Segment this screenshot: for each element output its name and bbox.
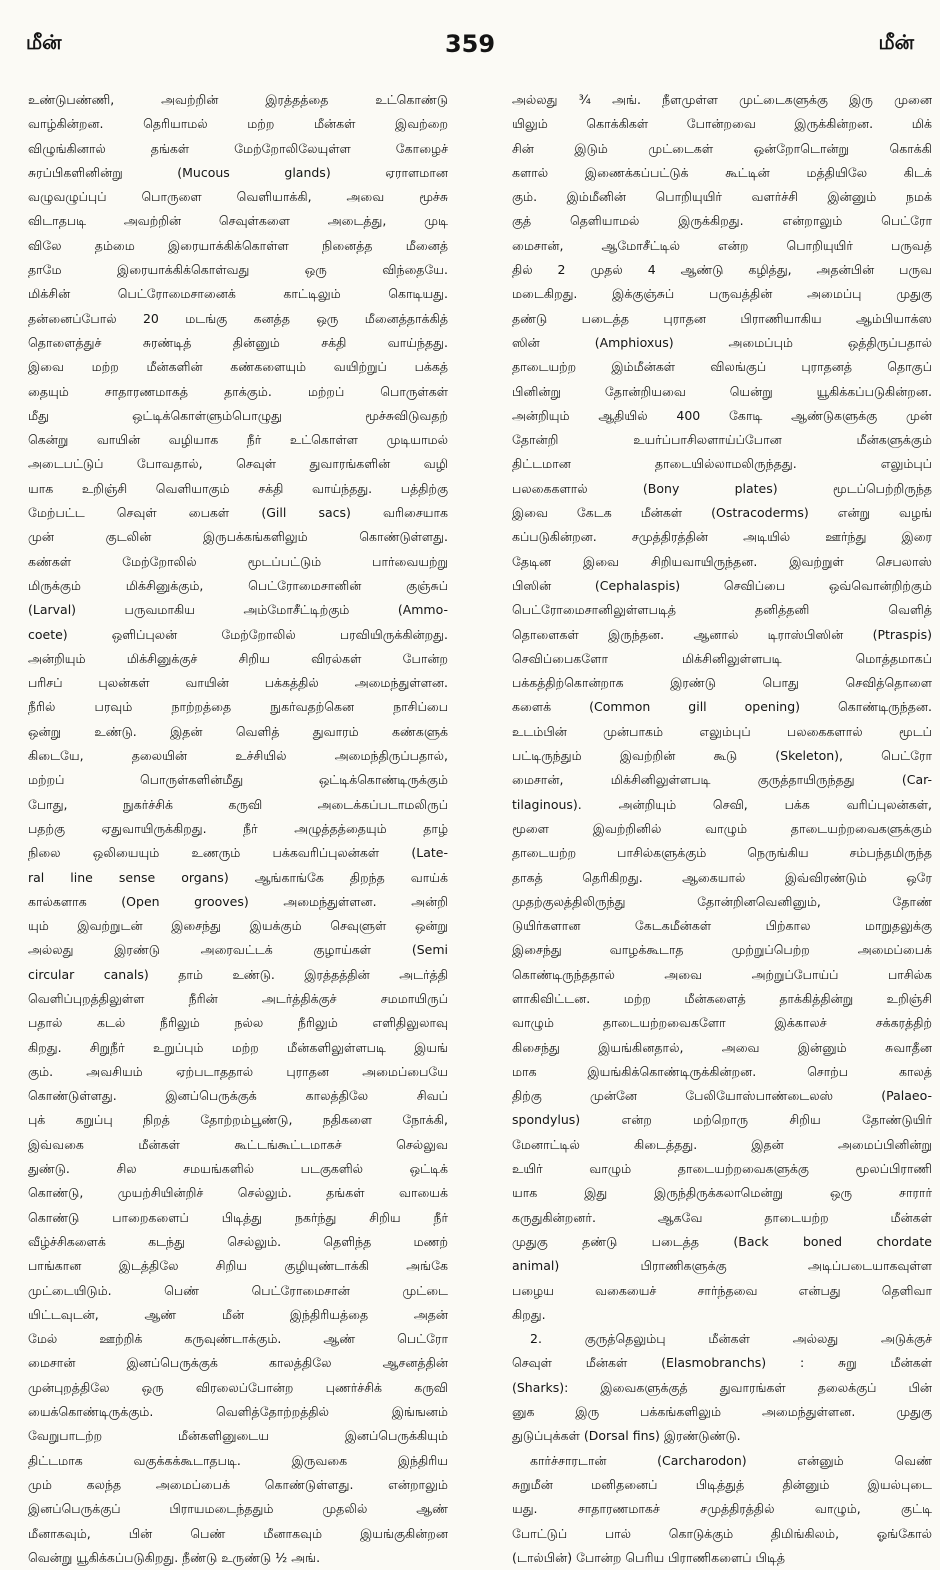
- left-column-line: மும் கலந்த அமைப்பைக் கொண்டுள்ளது. என்றாலும்: [28, 1476, 448, 1492]
- right-column-line: தில் 2 முதல் 4 ஆண்டு கழித்து, அதன்பின் பருவ: [512, 262, 932, 278]
- page-number: 359: [444, 30, 496, 58]
- right-column-line: களால் இணைக்கப்பட்டுக் கூட்டின் மத்தியிலே கிடக்: [512, 164, 932, 180]
- left-column-line: (Larval) பருவமாகிய அம்மோசீட்டிற்கும் (Ammo-: [28, 602, 448, 618]
- left-column-line: உண்டுபண்ணி, அவற்றின் இரத்தத்தை உட்கொண்டு: [28, 92, 448, 107]
- left-column-line: வெளிப்புறத்திலுள்ள நீரின் அடர்த்திக்குச் சமமாயிருப்: [28, 990, 448, 1006]
- right-column-line: மடைகிறது. இக்குஞ்சுப் பருவத்தின் அமைப்பு முதுகு: [512, 286, 932, 302]
- left-text-column: [28, 88, 448, 1570]
- right-column-line: தண்டு படைத்த புராதன பிராணியாகிய ஆம்பியாக்ஸ: [512, 310, 932, 326]
- left-column-line: நிலை ஒலியையும் உணரும் பக்கவரிப்புலன்கள் (Late-: [28, 845, 448, 861]
- right-column-line: ளாகிவிட்டன. மற்ற மீன்களைத் தாக்கித்தின்று உறிஞ்சி: [512, 990, 932, 1006]
- right-column-line: பழைய வகையைச் சார்ந்தவை என்பது தெளிவா: [512, 1282, 932, 1298]
- left-column-line: கொண்டு பாறைகளைப் பிடித்து நகர்ந்து சிறிய நீர்: [28, 1209, 448, 1225]
- right-column-line: கொண்டிருந்ததால் அவை அற்றுப்போய்ப் பாசில்க: [512, 966, 932, 982]
- left-column-line: இவ்வகை மீன்கள் கூட்டங்கூட்டமாகச் செல்லுவ: [28, 1136, 448, 1152]
- right-column-line: கப்படுகின்றன. சமுத்திரத்தின் அடியில் ஊர்ந்து இரை: [512, 529, 932, 545]
- right-column-line: திட்டமான தாடையில்லாமலிருந்தது. எலும்புப்: [512, 456, 932, 472]
- left-column-line: அல்லது இரண்டு அரைவட்டக் குழாய்கள் (Semi: [28, 942, 448, 958]
- left-column-line: விடாதபடி அவற்றின் செவுள்களை அடைத்து, முடி: [28, 213, 448, 229]
- left-column-line: மீனாகவும், பின் பெண் மீனாகவும் இயங்குகின்றன: [28, 1525, 448, 1541]
- right-column-line: மூளை இவற்றினில் வாழும் தாடையற்றவைகளுக்கும்: [512, 820, 932, 836]
- left-column-line: விழுங்கினால் தங்கள் மேற்றோலிலேயுள்ள கோழைச்: [28, 140, 448, 156]
- left-column-line: கால்களாக (Open grooves) அமைந்துள்ளன. அன்றி: [28, 893, 448, 909]
- right-column-line: சுறுமீன் மனிதனைப் பிடித்துத் தின்னும் இயல்புடை: [512, 1476, 932, 1492]
- left-column-line: சுரப்பிகளினின்று (Mucous glands) ஏராளமான: [28, 164, 448, 180]
- left-column-line: இவை மற்ற மீன்களின் கண்களையும் வயிற்றுப் பக்கத்: [28, 359, 448, 375]
- left-column-line: வேறுபாடற்ற மீன்களினுடைய இனப்பெருக்கியும்: [28, 1428, 448, 1444]
- right-column-line: உயிர் வாழும் தாடையற்றவைகளுக்கு மூலப்பிராணி: [512, 1161, 932, 1177]
- right-column-line: யிலும் கொக்கிகள் போன்றவை இருக்கின்றன. மிக்: [512, 116, 932, 132]
- right-column-line: தாகத் தெரிகிறது. ஆகையால் இவ்விரண்டும் ஒரே: [512, 869, 932, 885]
- left-column-line: வாழ்கின்றன. தெரியாமல் மற்ற மீன்கள் இவற்றை: [28, 116, 448, 132]
- running-head-right: மீன்: [878, 30, 914, 54]
- right-column-line: தாடையற்ற இம்மீன்கள் விலங்குப் புராதனத் தொகுப்: [512, 359, 932, 375]
- left-column-line: கிறது. சிறுநீர் உறுப்பும் மற்ற மீன்களிலுள்ளபடி இயங்: [28, 1039, 448, 1055]
- right-column-line: பெட்ரோமைசானிலுள்ளபடித் தனித்தனி வெளித்: [512, 602, 932, 618]
- right-column-line: யது. சாதாரணமாகச் சமுத்திரத்தில் வாழும், குட்டி: [512, 1501, 932, 1517]
- left-column-line: circular canals) தாம் உண்டு. இரத்தத்தின் அடர்த்தி: [28, 966, 448, 982]
- right-column-line: உடம்பின் முன்பாகம் எலும்புப் பலகைகளால் மூடப்: [512, 723, 932, 739]
- right-column-line: குத் தெளியாமல் இருக்கிறது. என்றாலும் பெட்ரோ: [512, 213, 932, 229]
- right-column-line: கார்ச்சாரடான் (Carcharodon) என்னும் வெண்: [530, 1452, 932, 1468]
- right-column-line: அன்றியும் ஆதியில் 400 கோடி ஆண்டுகளுக்கு முன்: [512, 407, 932, 423]
- right-column-line: தேடின இவை சிறியவாயிருந்தன. இவற்றுள் செபலாஸ்: [512, 553, 932, 569]
- left-column-line: கண்கள் மேற்றோலில் மூடப்பட்டும் பார்வையற்று: [28, 553, 448, 569]
- left-column-line: கொண்டு, முயற்சியின்றிச் செல்லும். தங்கள் வாயைக்: [28, 1185, 448, 1201]
- left-column-line: இனப்பெருக்குப் பிராயமடைந்ததும் முதலில் ஆண்: [28, 1501, 448, 1517]
- left-column-line: துண்டு. சில சமயங்களில் படகுகளில் ஒட்டிக்: [28, 1161, 448, 1177]
- right-column-line: பிஸின் (Cephalaspis) செவிப்பை ஒவ்வொன்றிற்கும்: [512, 577, 932, 593]
- right-column-line: ஸின் (Amphioxus) அமைப்பும் ஒத்திருப்பதால்: [512, 334, 932, 350]
- left-column-line: அடைபட்டுப் போவதால், செவுள் துவாரங்களின் வழி: [28, 456, 448, 472]
- right-column-line: துடுப்புக்கள் (Dorsal fins) இரண்டுண்டு.: [512, 1428, 741, 1444]
- left-column-line: தையும் சாதாரணமாகத் தாக்கும். மற்றப் பொருள்கள்: [28, 383, 448, 399]
- left-column-line: coete) ஒளிப்புலன் மேற்றோலில் பரவியிருக்கின்றது.: [28, 626, 448, 642]
- right-column-line: சின் இடும் முட்டைகள் ஒன்றோடொன்று கொக்கி: [512, 140, 932, 156]
- right-column-line: பட்டிருந்தும் இவற்றின் கூடு (Skeleton), பெட்ரோ: [512, 748, 932, 764]
- right-column-line: மேனாட்டில் கிடைத்தது. இதன் அமைப்பினின்று: [512, 1136, 932, 1152]
- left-column-line: ral line sense organs) ஆங்காங்கே திறந்த வாய்க்: [28, 869, 448, 885]
- right-column-line: மாக இயங்கிக்கொண்டிருக்கின்றன. சொற்ப காலத்: [512, 1063, 932, 1079]
- right-column-line: animal) பிராணிகளுக்கு அடிப்படையாகவுள்ள: [512, 1258, 932, 1274]
- left-column-line: பதற்கு ஏதுவாயிருக்கிறது. நீர் அழுத்தத்தையும் தாழ்: [28, 820, 448, 836]
- running-head-left: மீன்: [26, 30, 62, 54]
- right-column-line: (டால்பின்) போன்ற பெரிய பிராணிகளைப் பிடித்: [512, 1549, 785, 1565]
- left-column-line: பதால் கடல் நீரிலும் நல்ல நீரிலும் எளிதிலுலாவு: [28, 1015, 448, 1031]
- left-column-line: ஒன்று உண்டு. இதன் வெளித் துவாரம் கண்களுக்: [28, 723, 448, 739]
- right-column-line: முதற்குலத்திலிருந்து தோன்றினவெனினும், தோண்: [512, 893, 932, 909]
- left-column-line: பரிசப் புலன்கள் வாயின் பக்கத்தில் அமைந்துள்ளன.: [28, 675, 448, 691]
- left-column-line: வென்று யூகிக்கப்படுகிறது. நீண்டு உருண்டு ½ அங்.: [28, 1549, 321, 1565]
- right-column-line: இசைந்து வாழக்கூடாத முற்றுப்பெற்ற அமைப்பைக்: [512, 942, 932, 958]
- right-column-line: செவுள் மீன்கள் (Elasmobranchs) : சுறு மீன்கள்: [512, 1355, 932, 1371]
- right-column-line: வாழும் தாடையற்றவைகளோ இக்காலச் சக்கரத்திற்: [512, 1015, 932, 1031]
- left-column-line: மைசான் இனப்பெருக்குக் காலத்திலே ஆசனத்தின்: [28, 1355, 448, 1371]
- right-column-line: களைக் (Common gill opening) கொண்டிருந்தன.: [512, 699, 932, 715]
- right-column-line: கிறது.: [512, 1306, 546, 1322]
- left-column-line: மேல் ஊற்றிக் கருவுண்டாக்கும். ஆண் பெட்ரோ: [28, 1331, 448, 1347]
- left-column-line: யைக்கொண்டிருக்கும். வெளித்தோற்றத்தில் இங்ஙனம்: [28, 1404, 448, 1420]
- left-column-line: மேற்பட்ட செவுள் பைகள் (Gill sacs) வரிசையாக: [28, 505, 448, 521]
- left-column-line: யும் இவற்றுடன் இசைந்து இயக்கும் செவுளுள் ஒன்று: [28, 918, 448, 934]
- left-column-line: வழுவழுப்புப் பொருளை வெளியாக்கி, அவை மூச்சு: [28, 189, 448, 205]
- right-text-column: [512, 88, 932, 1570]
- right-column-line: மைசான், ஆமோசீட்டில் என்ற பொறியுயிர் பருவத்: [512, 237, 932, 253]
- running-header: [26, 30, 914, 60]
- right-column-line: spondylus) என்ற மற்றொரு சிறிய தோண்டுயிர்: [512, 1112, 932, 1128]
- right-column-line: னுக இரு பக்கங்களிலும் அமைந்துள்ளன. முதுகு: [512, 1404, 932, 1420]
- right-column-line: tilaginous). அன்றியும் செவி, பக்க வரிப்புலன்கள்,: [512, 796, 932, 812]
- left-column-line: தாமே இரையாக்கிக்கொள்வது ஒரு விந்தையே.: [28, 262, 448, 278]
- left-column-line: பாங்கான இடத்திலே சிறிய குழியுண்டாக்கி அங்கே: [28, 1258, 448, 1274]
- right-column-line: மைசான், மிக்சினிலுள்ளபடி குருத்தாயிருந்தது (Car-: [512, 772, 932, 788]
- left-column-line: கென்று வாயின் வழியாக நீர் உட்கொள்ள முடியாமல்: [28, 432, 448, 448]
- left-column-line: மற்றப் பொருள்களின்மீது ஒட்டிக்கொண்டிருக்கும்: [28, 772, 448, 788]
- right-column-line: தாடையற்ற பாசில்களுக்கும் நெருங்கிய சம்பந்தமிருந்த: [512, 845, 932, 861]
- right-column-line: கருதுகின்றனர். ஆகவே தாடையற்ற மீன்கள்: [512, 1209, 932, 1225]
- right-column-line: தோன்றி உயர்ப்பாசிலளாய்ப்போன மீன்களுக்கும்: [512, 432, 932, 448]
- right-column-line: இவை கேடக மீன்கள் (Ostracoderms) என்று வழங்: [512, 505, 932, 521]
- left-column-line: மிருக்கும் மிக்சினுக்கும், பெட்ரோமைசானின் குஞ்சுப்: [28, 577, 448, 593]
- left-column-line: புக் கறுப்பு நிறத் தோற்றம்பூண்டு, நதிகளை நோக்கி,: [28, 1112, 448, 1128]
- left-column-line: கொண்டுள்ளது. இனப்பெருக்குக் காலத்திலே சிவப்: [28, 1088, 448, 1104]
- right-column-line: பினின்று தோன்றியவை யென்று யூகிக்கப்படுகின்றன.: [512, 383, 932, 399]
- right-column-line: கும். இம்மீனின் பொறியுயிர் வளர்ச்சி இன்னும் நமக்: [512, 189, 932, 205]
- left-column-line: கும். அவசியம் ஏற்படாததால் புராதன அமைப்பையே: [28, 1063, 448, 1079]
- left-column-line: யிட்டவுடன், ஆண் மீன் இந்திரியத்தை அதன்: [28, 1306, 448, 1322]
- left-column-line: விலே தம்மை இரையாக்கிக்கொள்ள நினைத்த மீனைத்: [28, 237, 448, 253]
- left-column-line: கிடையே, தலையின் உச்சியில் அமைந்திருப்பதால்,: [28, 748, 448, 764]
- left-column-line: திட்டமாக வகுக்கக்கூடாதபடி. இருவகை இந்திரிய: [28, 1452, 448, 1468]
- left-column-line: யாக உறிஞ்சி வெளியாகும் சக்தி வாய்ந்தது. பத்திற்கு: [28, 480, 448, 496]
- right-column-line: கிசைந்து இயங்கினதால், அவை இன்னும் சுவாதீன: [512, 1039, 932, 1055]
- left-column-line: வீழ்ச்சிகளைக் கடந்து செல்லும். தெளிந்த மணற்: [28, 1233, 448, 1249]
- right-column-line: முதுகு தண்டு படைத்த (Back boned chordate: [512, 1233, 932, 1249]
- left-column-line: போது, நுகர்ச்சிக் கருவி அடைக்கப்படாமலிருப்: [28, 796, 448, 812]
- left-column-line: முன் குடலின் இருபக்கங்களிலும் கொண்டுள்ளது.: [28, 529, 448, 545]
- right-column-line: 2. குருத்தெலும்பு மீன்கள் அல்லது அடுக்குச்: [530, 1331, 932, 1347]
- right-column-line: அல்லது ¾ அங். நீளமுள்ள முட்டைகளுக்கு இரு முனை: [512, 92, 932, 107]
- right-column-line: (Sharks): இவைகளுக்குத் துவாரங்கள் தலைக்குப் பின்: [512, 1379, 932, 1395]
- left-column-line: அன்றியும் மிக்சினுக்குச் சிறிய விரல்கள் போன்ற: [28, 650, 448, 666]
- left-column-line: மீது ஒட்டிக்கொள்ளும்பொழுது மூச்சுவிடுவதற்: [28, 407, 448, 423]
- right-column-line: பக்கத்திற்கொன்றாக இரண்டு பொது செவித்தொளை: [512, 675, 932, 691]
- left-column-line: நீரில் பரவும் நாற்றத்தை நுகர்வதற்கென நாசிப்பை: [28, 699, 448, 715]
- left-column-line: மிக்சின் பெட்ரோமைசானைக் காட்டிலும் கொடியது.: [28, 286, 448, 302]
- right-column-line: செவிப்பைகளோ மிக்சினிலுள்ளபடி மொத்தமாகப்: [512, 650, 932, 666]
- left-column-line: தொளைத்துச் சுரண்டித் தின்னும் சக்தி வாய்ந்தது.: [28, 334, 448, 350]
- right-column-line: டுயிர்களான கேடகமீன்கள் பிற்கால மாறுதலுக்கு: [512, 918, 932, 934]
- right-column-line: தொளைகள் இருந்தன. ஆனால் டிராஸ்பிஸின் (Ptraspis): [512, 626, 932, 642]
- left-column-line: முன்புறத்திலே ஒரு விரலைப்போன்ற புணர்ச்சிக் கருவி: [28, 1379, 448, 1395]
- left-column-line: தன்னைப்போல் 20 மடங்கு கனத்த ஒரு மீனைத்தாக்கித்: [28, 310, 448, 326]
- right-column-line: யாக இது இருந்திருக்கலாமென்று ஒரு சாரார்: [512, 1185, 932, 1201]
- right-column-line: போட்டுப் பால் கொடுக்கும் திமிங்கிலம், ஓங்கோல்: [512, 1525, 932, 1541]
- right-column-line: திற்கு முன்னே பேலியோஸ்பாண்டைலஸ் (Palaeo-: [512, 1088, 932, 1104]
- right-column-line: பலகைகளால் (Bony plates) மூடப்பெற்றிருந்த: [512, 480, 932, 496]
- left-column-line: முட்டையிடும். பெண் பெட்ரோமைசான் முட்டை: [28, 1282, 448, 1298]
